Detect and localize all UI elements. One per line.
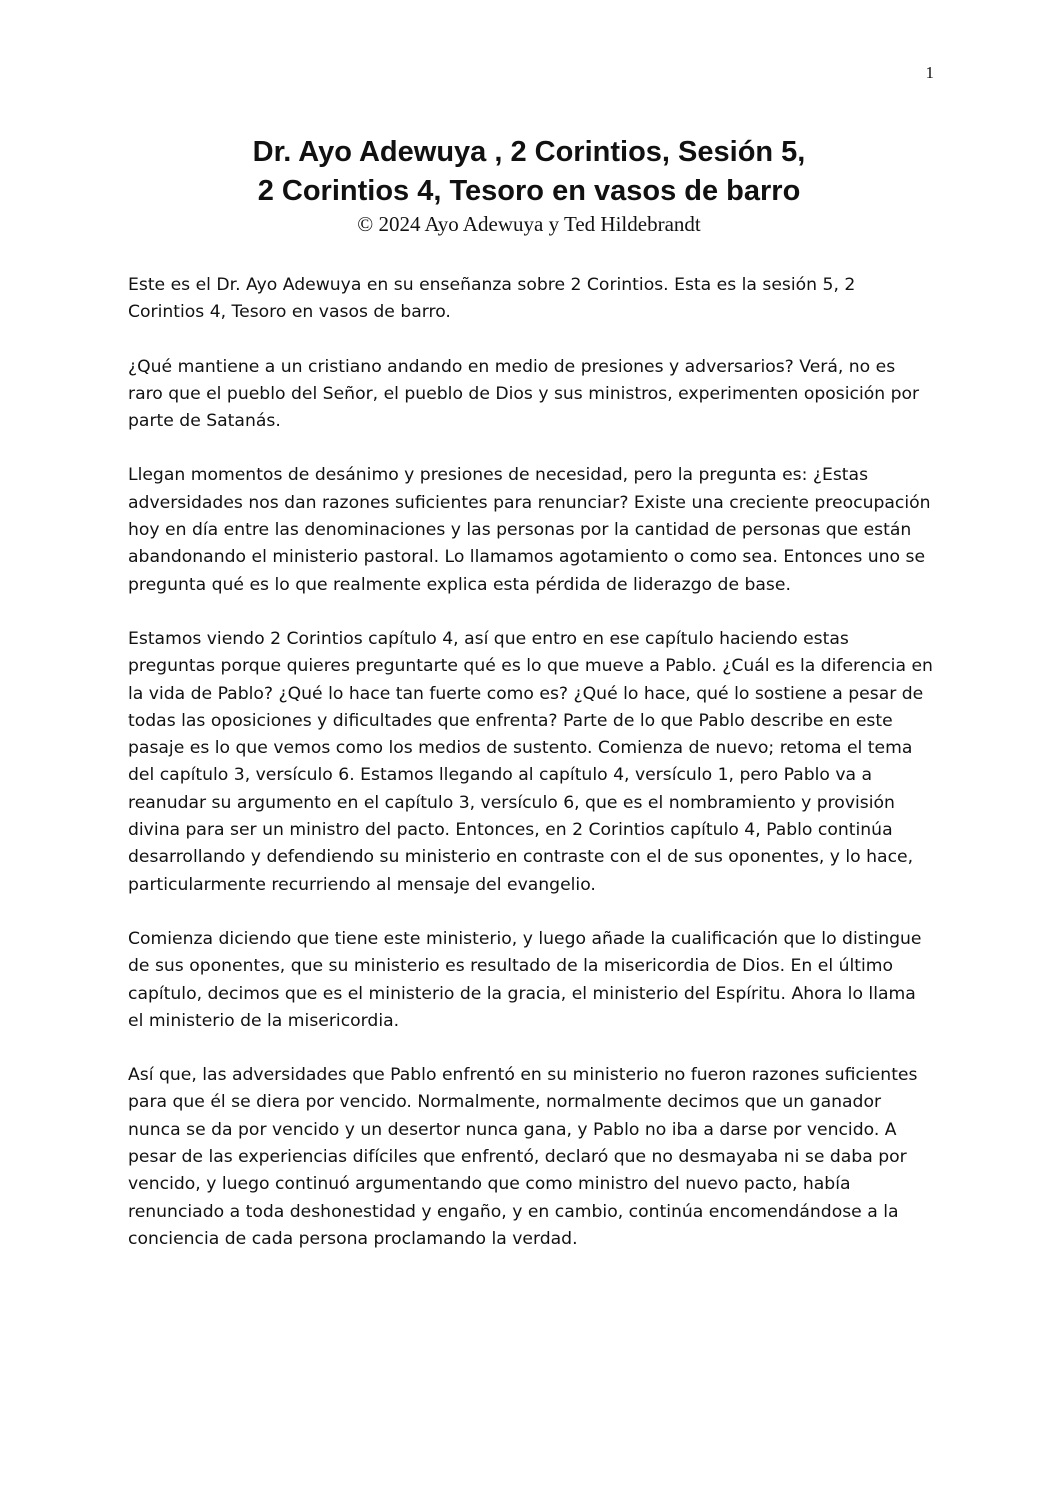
document-body — [128, 272, 934, 1280]
paragraph-6: Así que, las adversidades que Pablo enfrentó en su ministerio no fueron razones suficientes para que él se diera por vencido. Normalmente, normalmente decimos que un ganador nunca se da por vencido y un desertor nunca gana, y Pablo no iba a darse por vencido. A pesar de las experiencias difíciles que enfrentó, declaró que no desmayaba ni se daba por vencido, y luego continuó argumentando que como ministro del nuevo pacto, había renunciado a toda deshonestidad y engaño, y en cambio, continúa encomendándose a la conciencia de cada persona proclamando la verdad. — [128, 1065, 918, 1249]
title-line-2: 2 Corintios 4, Tesoro en vasos de barro — [257, 175, 801, 207]
copyright: © 2024 Ayo Adewuya y Ted Hildebrandt — [357, 212, 701, 236]
paragraph-4: Estamos viendo 2 Corintios capítulo 4, así que entro en ese capítulo haciendo estas preguntas porque quieres preguntarte qué es lo que mueve a Pablo. ¿Cuál es la diferencia en la vida de Pablo? ¿Qué lo hace tan fuerte como es? ¿Qué lo hace, qué lo sostiene a pesar de todas las oposiciones y dificultades que enfrenta? Parte de lo que Pablo describe en este pasaje es lo que vemos como los medios de sustento. Comienza de nuevo; retoma el tema del capítulo 3, versículo 6. Estamos llegando al capítulo 4, versículo 1, pero Pablo va a reanudar su argumento en el capítulo 3, versículo 6, que es el nombramiento y provisión divina para ser un ministro del pacto. Entonces, en 2 Corintios capítulo 4, Pablo continúa desarrollando y defendiendo su ministerio en contraste con el de sus oponentes, y lo hace, particularmente recurriendo al mensaje del evangelio. — [128, 628, 933, 895]
title-block — [0, 133, 1058, 237]
paragraph-3: Llegan momentos de desánimo y presiones de necesidad, pero la pregunta es: ¿Estas adversidades nos dan razones suficientes para renunciar? Existe una creciente preocupación hoy en día entre las denominaciones y las personas por la cantidad de personas que están abandonando el ministerio pastoral. Lo llamamos agotamiento o como sea. Entonces uno se pregunta qué es lo que realmente explica esta pérdida de liderazgo de base. — [128, 465, 931, 595]
paragraph-1: Este es el Dr. Ayo Adewuya en su enseñanza sobre 2 Corintios. Esta es la sesión 5, 2 Corintios 4, Tesoro en vasos de barro. — [128, 275, 856, 323]
paragraph-2: ¿Qué mantiene a un cristiano andando en medio de presiones y adversarios? Verá, no es raro que el pueblo del Señor, el pueblo de Dios y sus ministros, experimenten oposición por parte de Satanás. — [128, 356, 920, 432]
page-number: 1 — [925, 63, 934, 82]
title-line-1: Dr. Ayo Adewuya , 2 Corintios, Sesión 5, — [252, 136, 806, 168]
paragraph-5: Comienza diciendo que tiene este ministerio, y luego añade la cualificación que lo distingue de sus oponentes, que su ministerio es resultado de la misericordia de Dios. En el último capítulo, decimos que es el ministerio de la gracia, el ministerio del Espíritu. Ahora lo llama el ministerio de la misericordia. — [128, 928, 922, 1031]
